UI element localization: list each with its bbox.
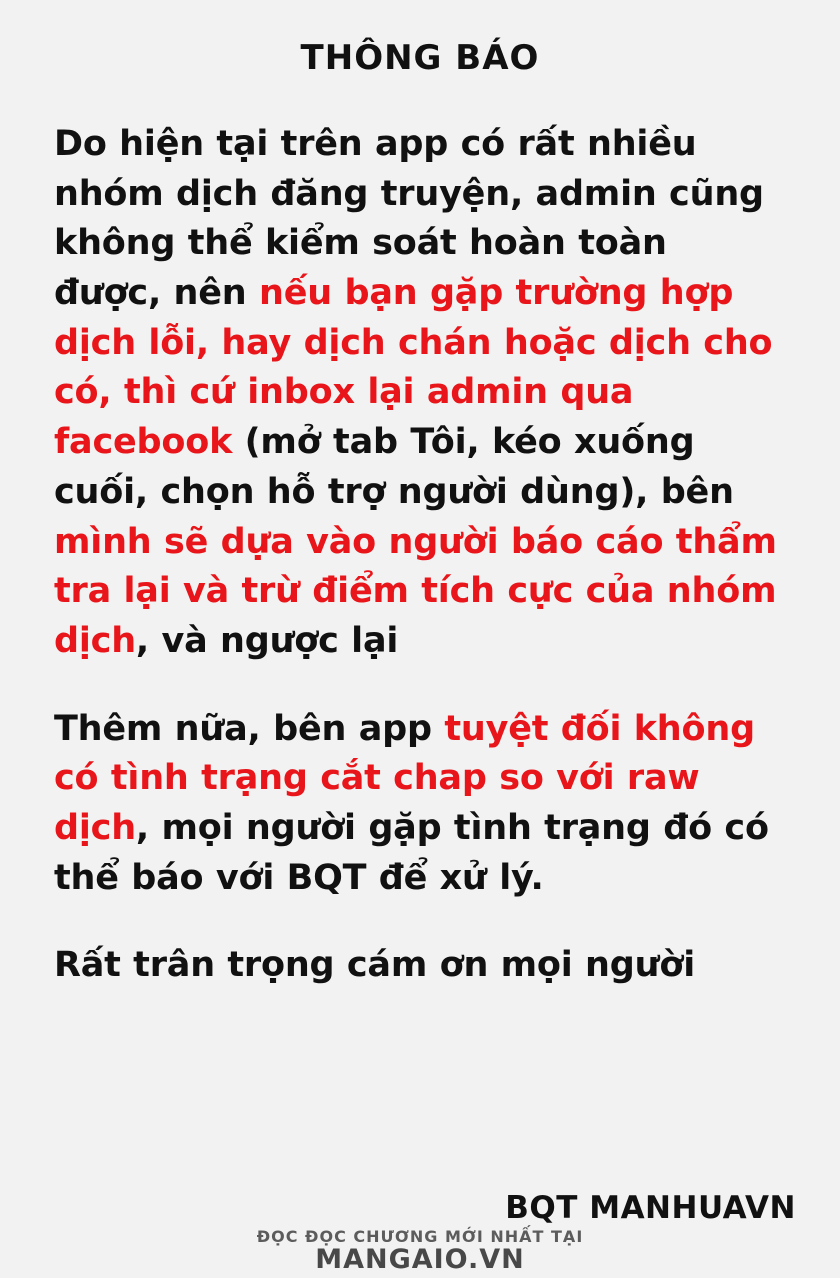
text-segment: , và ngược lại xyxy=(135,620,399,661)
paragraph-2 xyxy=(54,705,786,904)
announcement-page xyxy=(0,38,840,1278)
text-segment: (mở tab Tôi, kéo xuống cuối, chọn hỗ trợ người dùng), bên xyxy=(54,422,734,512)
watermark-line-1: ĐỌC ĐỌC CHƯƠNG MỚI NHẤT TẠI xyxy=(256,1227,584,1247)
paragraph-3 xyxy=(54,941,786,991)
watermark-line-2: MANGAIO.VN xyxy=(315,1243,525,1275)
announcement-body xyxy=(0,120,840,991)
page-title: THÔNG BÁO xyxy=(300,38,540,78)
signature: BQT MANHUAVN xyxy=(505,1190,796,1226)
text-segment: Do hiện tại trên app có rất nhiều nhóm dịch đăng truyện, admin cũng không thể kiểm soát hoàn toàn được, nên xyxy=(54,124,764,314)
text-segment: mình sẽ dựa vào người báo cáo thẩm tra lại và trừ điểm tích cực của nhóm dịch xyxy=(54,521,777,661)
text-segment: Rất trân trọng cám ơn mọi người xyxy=(54,945,695,986)
text-segment: nếu bạn gặp trường hợp dịch lỗi, hay dịch chán hoặc dịch cho có, thì cứ inbox lại admin qua facebook xyxy=(54,273,773,463)
text-segment: Thêm nữa, bên app xyxy=(54,708,445,749)
watermark xyxy=(0,1228,840,1274)
text-segment: tuyệt đối không có tình trạng cắt chap so với raw dịch xyxy=(54,708,755,848)
paragraph-1 xyxy=(54,120,786,667)
text-segment: , mọi người gặp tình trạng đó có thể báo với BQT để xử lý. xyxy=(54,807,769,898)
